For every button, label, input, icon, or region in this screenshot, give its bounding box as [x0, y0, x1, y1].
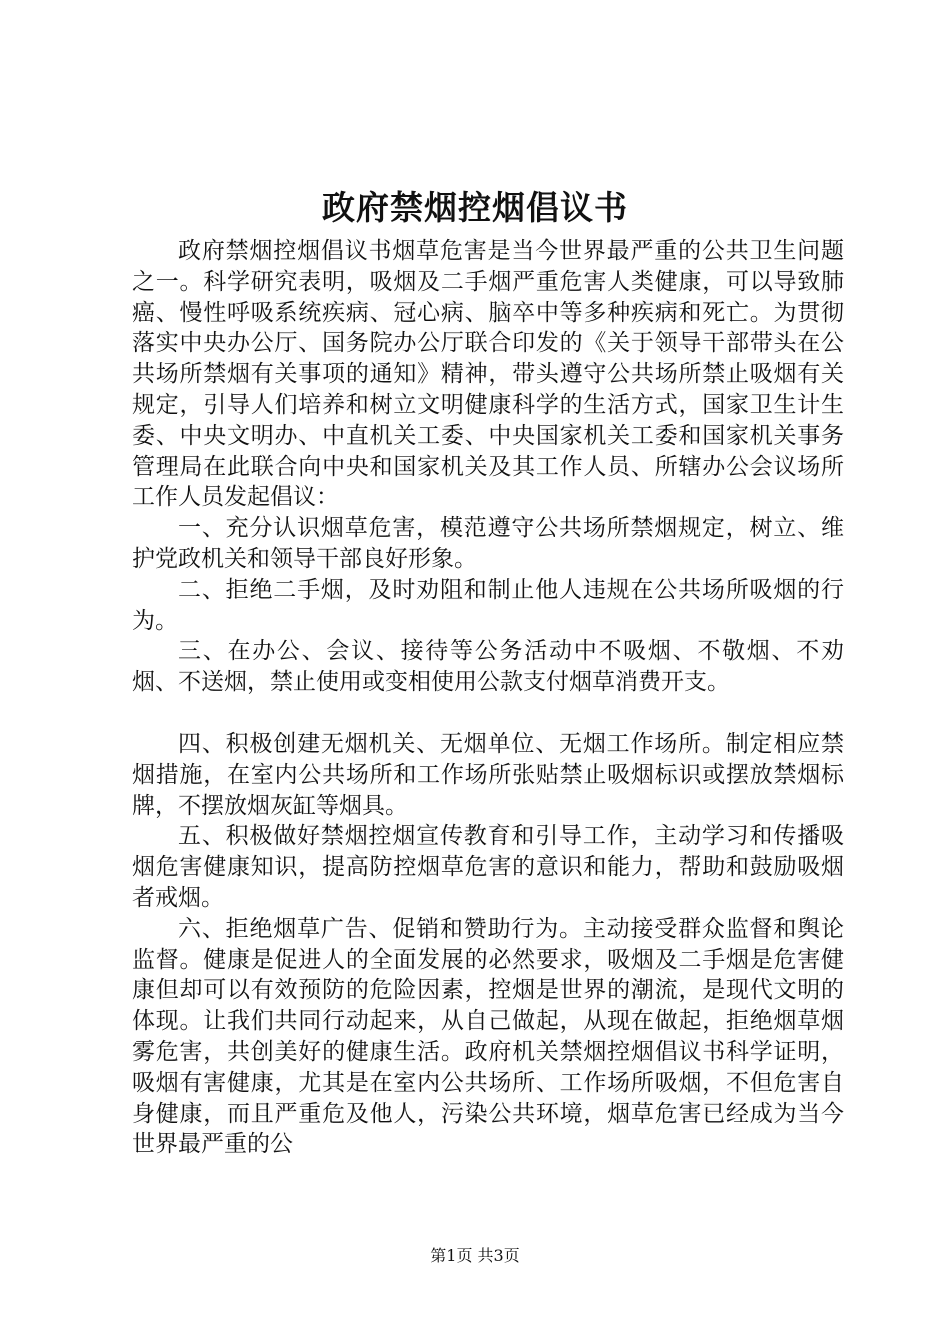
paragraph-spacer — [132, 698, 844, 729]
document-title: 政府禁烟控烟倡议书 — [322, 188, 628, 227]
paragraph-item-5: 五、积极做好禁烟控烟宣传教育和引导工作，主动学习和传播吸烟危害健康知识，提高防控烟草危害的意识和能力，帮助和鼓励吸烟者戒烟。 — [132, 823, 844, 911]
paragraph-item-1: 一、充分认识烟草危害，模范遵守公共场所禁烟规定，树立、维护党政机关和领导干部良好形象。 — [132, 515, 844, 572]
paragraph-item-3: 三、在办公、会议、接待等公务活动中不吸烟、不敬烟、不劝烟、不送烟，禁止使用或变相使用公款支付烟草消费开支。 — [132, 638, 844, 696]
paragraph-intro: 政府禁烟控烟倡议书烟草危害是当今世界最严重的公共卫生问题之一。科学研究表明，吸烟及二手烟严重危害人类健康，可以导致肺癌、慢性呼吸系统疾病、冠心病、脑卒中等多种疾病和死亡。为贯彻落实中央办公厅、国务院办公厅联合印发的《关于领导干部带头在公共场所禁烟有关事项的通知》精神，带头遵守公共场所禁止吸烟有关规定，引导人们培养和树立文明健康科学的生活方式，国家卫生计生委、中央文明办、中直机关工委、中央国家机关工委和国家机关事务管理局在此联合向中央和国家机关及其工作人员、所辖办公会议场所工作人员发起倡议： — [132, 238, 844, 511]
paragraph-item-6: 六、拒绝烟草广告、促销和赞助行为。主动接受群众监督和舆论监督。健康是促进人的全面发展的必然要求，吸烟及二手烟是危害健康但却可以有效预防的危险因素，控烟是世界的潮流，是现代文明的体现。让我们共同行动起来，从自己做起，从现在做起，拒绝烟草烟雾危害，共创美好的健康生活。政府机关禁烟控烟倡议书科学证明，吸烟有害健康，尤其是在室内公共场所、工作场所吸烟，不但危害自身健康，而且严重危及他人，污染公共环境，烟草危害已经成为当今世界最严重的公 — [132, 915, 844, 1158]
paragraph-item-4: 四、积极创建无烟机关、无烟单位、无烟工作场所。制定相应禁烟措施，在室内公共场所和工作场所张贴禁止吸烟标识或摆放禁烟标牌，不摆放烟灰缸等烟具。 — [132, 730, 844, 819]
paragraph-item-2: 二、拒绝二手烟，及时劝阻和制止他人违规在公共场所吸烟的行为。 — [132, 576, 844, 634]
document-body — [132, 236, 844, 1160]
page-number-footer: 第1页 共3页 — [430, 1246, 520, 1265]
